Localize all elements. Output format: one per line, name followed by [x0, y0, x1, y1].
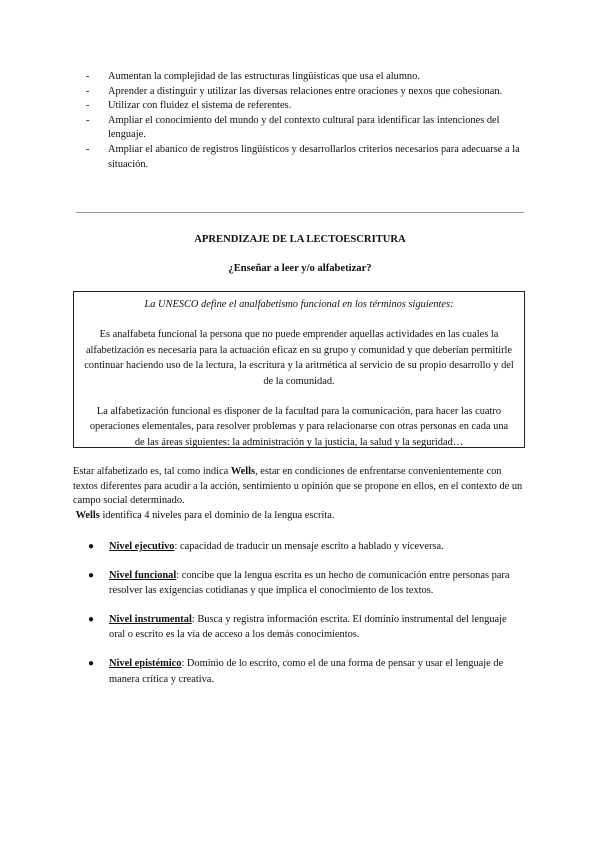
objective-item: [86, 114, 526, 143]
objective-item: [86, 70, 526, 85]
level-item: [88, 539, 524, 555]
dash-bullet: -: [86, 85, 90, 97]
bullet-dot: ●: [88, 613, 95, 625]
section-subtitle: ¿Enseñar a leer y/o alfabetizar?: [228, 263, 372, 274]
objective-item: [86, 99, 526, 114]
objective-text: Utilizar con fluidez el sistema de referentes.: [108, 100, 292, 112]
dash-bullet: -: [86, 100, 90, 112]
body-paragraph-1-start: Estar alfabetizado es, tal como indica: [73, 466, 231, 477]
dash-bullet: -: [86, 114, 90, 126]
dash-bullet: -: [86, 143, 90, 155]
level-name: Nivel epistémico: [109, 657, 182, 669]
section-title: APRENDIZAJE DE LA LECTOESCRITURA: [194, 234, 406, 245]
level-name: Nivel ejecutivo: [109, 541, 175, 552]
bullet-dot: ●: [88, 657, 95, 669]
author-name: Wells: [230, 466, 256, 477]
objective-text: Aumentan la complejidad de las estructuras lingüísticas que usa el alumno.: [108, 71, 420, 82]
unesco-definition-box: [73, 291, 525, 448]
body-paragraph-2-end: identifica 4 niveles para el dominio de la lengua escrita.: [99, 509, 335, 521]
unesco-paragraph-1: Es analfabeta funcional la persona que no puede emprender aquellas actividades en las cuales la alfabetización es necesaria para la actuación eficaz en su grupo y comunidad y que deberían permitirle continuar haciendo uso de la lectura, la escritura y la aritmética al servicio de su propio desarrollo y del de la comunidad.: [84, 329, 514, 387]
body-paragraph-1: [73, 465, 525, 509]
level-item: [88, 656, 524, 687]
objective-item: [86, 85, 526, 100]
dash-bullet: -: [86, 71, 90, 82]
level-item: [88, 612, 524, 643]
level-description: : Dominio de lo escrito, como el de una forma de pensar y usar el lenguaje de manera crítica y creativa.: [109, 657, 504, 685]
unesco-paragraph-2: La alfabetización funcional es disponer de la facultad para la comunicación, para hacer las cuatro operaciones elementales, para resolver problemas y para relacionarse con otras personas en cada una de las áreas siguientes: la administración y la justicia, la salud y la seguridad…: [89, 406, 509, 448]
bullet-dot: ●: [88, 569, 95, 581]
author-name: Wells: [75, 509, 100, 521]
objectives-list: [86, 70, 526, 172]
level-name: Nivel funcional: [109, 569, 177, 581]
level-name: Nivel instrumental: [109, 613, 192, 625]
objective-text: Ampliar el abanico de registros lingüísticos y desarrollarlos criterios necesarios para adecuarse a la situación.: [108, 143, 520, 170]
body-paragraph-2: [73, 509, 525, 524]
objective-text: Aprender a distinguir y utilizar las diversas relaciones entre oraciones y nexos que cohesionan.: [108, 85, 503, 97]
level-description: : Busca y registra información escrita. El dominio instrumental del lenguaje oral o escrito es la vía de acceso a los demás conocimientos.: [109, 613, 507, 641]
body-text: [73, 465, 525, 523]
levels-list: [88, 539, 524, 700]
bullet-dot: ●: [88, 541, 95, 552]
unesco-intro: La UNESCO define el analfabetismo funcional en los términos siguientes:: [144, 299, 454, 310]
objective-text: Ampliar el conocimiento del mundo y del contexto cultural para identificar las intenciones del lenguaje.: [108, 114, 500, 141]
body-paragraph-1-end: , estar en condiciones de enfrentarse convenientemente con textos diferentes para acudir a la acción, sentimiento u opinión que se propone en ellos, en el contexto de un campo social determinado.: [73, 466, 523, 507]
level-description: : concibe que la lengua escrita es un hecho de comunicación entre personas para resolver las exigencias cotidianas y que implica el conocimiento de los textos.: [109, 569, 510, 597]
section-divider: [76, 212, 524, 213]
level-description: : capacidad de traducir un mensaje escrito a hablado y viceversa.: [174, 541, 444, 552]
objective-item: [86, 143, 526, 172]
level-item: [88, 568, 524, 599]
